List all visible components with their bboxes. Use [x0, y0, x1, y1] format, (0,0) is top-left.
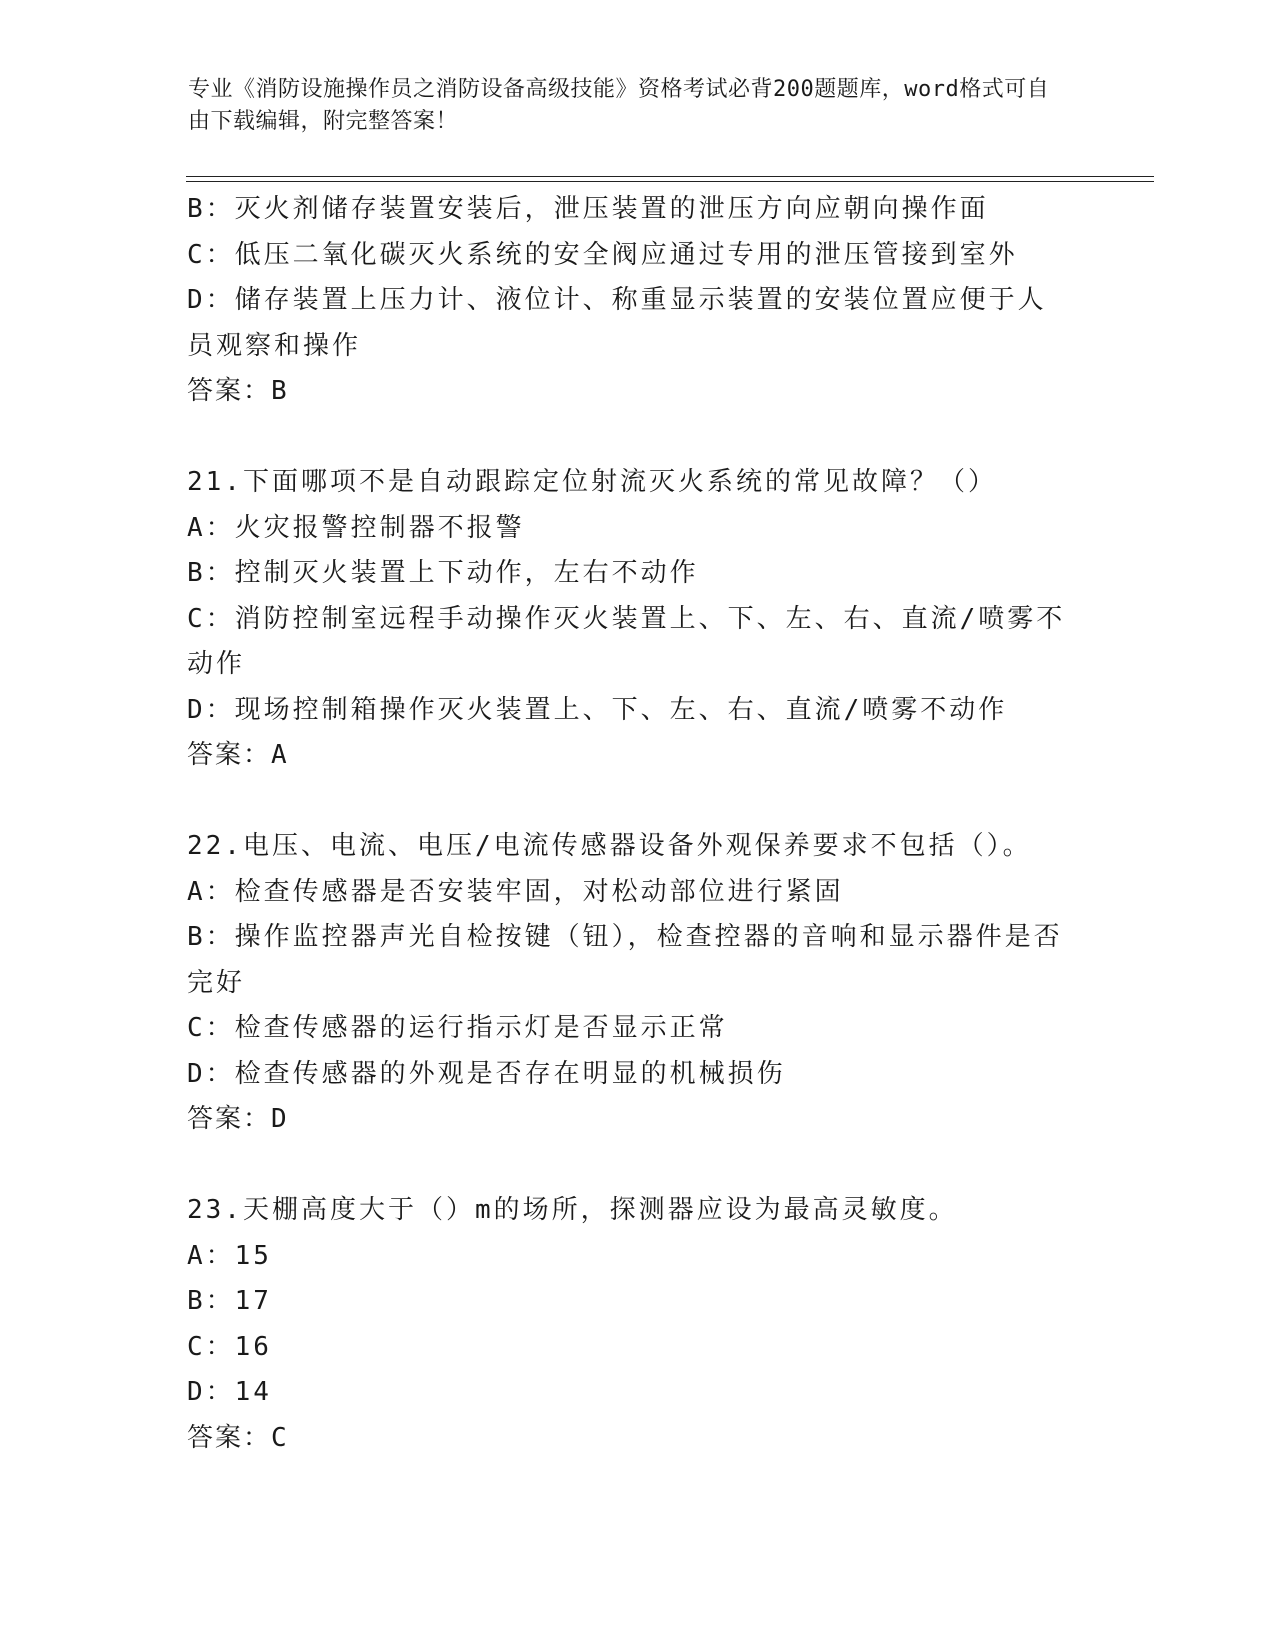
answer-line: 答案：A	[187, 740, 289, 770]
option-b: B：控制灭火装置上下动作，左右不动作	[187, 558, 699, 588]
question-23	[187, 1188, 1067, 1461]
option-d: D：14	[187, 1377, 272, 1407]
spacer	[187, 415, 1067, 461]
option-d: D：储存装置上压力计、液位计、称重显示装置的安装位置应便于人员观察和操作	[187, 285, 1047, 361]
option-b: B：17	[187, 1286, 272, 1316]
spacer	[187, 779, 1067, 825]
answer-line: 答案：C	[187, 1422, 289, 1453]
option-b: B：操作监控器声光自检按键（钮），检查控器的音响和显示器件是否完好	[187, 922, 1063, 998]
question-list	[187, 187, 1067, 1461]
answer-line: 答案：B	[187, 376, 289, 406]
option-d: D：现场控制箱操作灭火装置上、下、左、右、直流/喷雾不动作	[187, 694, 1008, 725]
option-a: A：15	[187, 1240, 272, 1271]
question-22	[187, 824, 1067, 1143]
option-b: B：灭火剂储存装置安装后，泄压装置的泄压方向应朝向操作面	[187, 194, 989, 224]
question-stem: 23.天棚高度大于（）m的场所，探测器应设为最高灵敏度。	[187, 1195, 958, 1225]
answer-line: 答案：D	[187, 1104, 289, 1134]
option-c: C：检查传感器的运行指示灯是否显示正常	[187, 1013, 728, 1043]
question-stem: 21.下面哪项不是自动跟踪定位射流灭火系统的常见故障？（）	[187, 467, 997, 497]
option-a: A：检查传感器是否安装牢固，对松动部位进行紧固	[187, 876, 844, 907]
option-c: C：16	[187, 1331, 272, 1362]
header-divider-bottom	[186, 181, 1154, 182]
option-c: C：消防控制室远程手动操作灭火装置上、下、左、右、直流/喷雾不动作	[187, 603, 1066, 679]
question-stem: 22.电压、电流、电压/电流传感器设备外观保养要求不包括（）。	[187, 831, 1032, 861]
question-continued	[187, 187, 1067, 415]
document-title: 专业《消防设施操作员之消防设备高级技能》资格考试必背200题题库，word格式可自由下载编辑，附完整答案！	[188, 77, 1050, 134]
option-c: C：低压二氧化碳灭火系统的安全阀应通过专用的泄压管接到室外	[187, 239, 1018, 270]
spacer	[187, 1143, 1067, 1189]
question-21	[187, 460, 1067, 779]
option-a: A：火灾报警控制器不报警	[187, 512, 525, 543]
option-d: D：检查传感器的外观是否存在明显的机械损伤	[187, 1058, 786, 1089]
header-divider-top	[186, 176, 1154, 177]
